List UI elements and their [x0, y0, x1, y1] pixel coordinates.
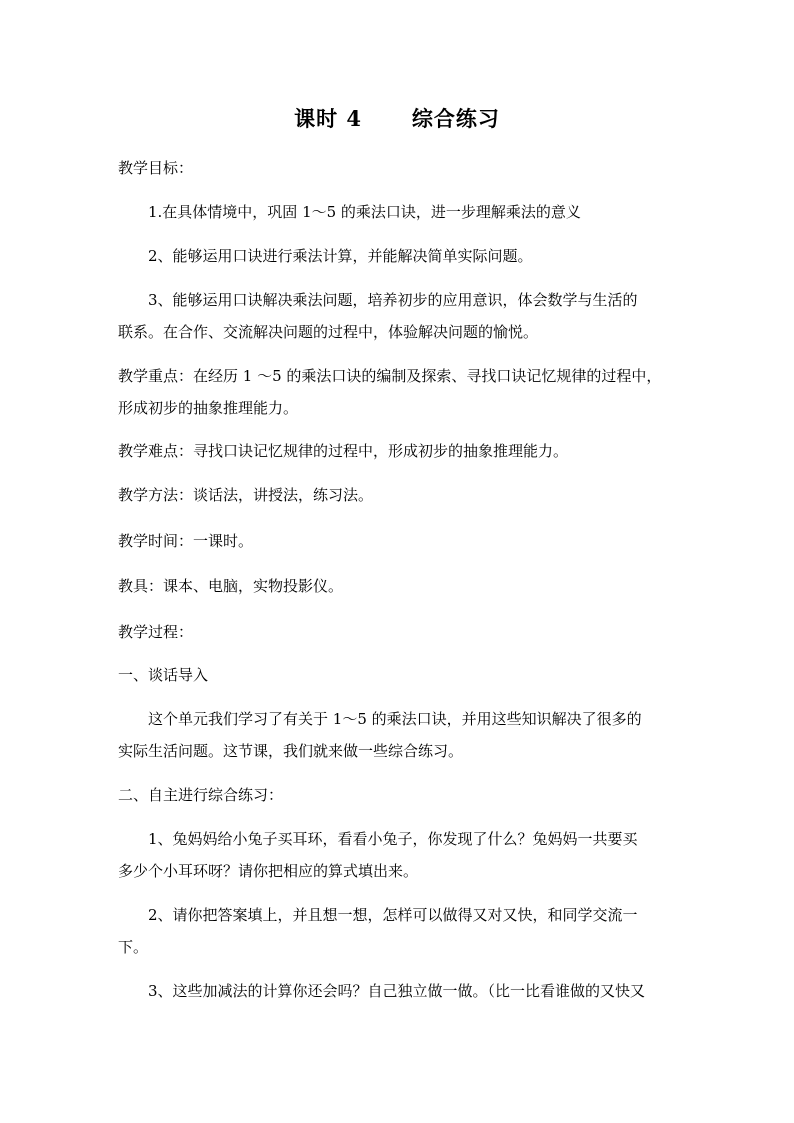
teaching-process-heading: 教学过程：	[118, 623, 194, 641]
exercise-1-line-1: 1、兔妈妈给小兔子买耳环，看看小兔子，你发现了什么？兔妈妈一共要买	[148, 830, 638, 848]
teaching-time: 教学时间：一课时。	[118, 532, 254, 550]
teaching-method: 教学方法：谈话法，讲授法，练习法。	[118, 486, 374, 504]
exercise-1-line-2: 多少个小耳环呀？请你把相应的算式填出来。	[118, 862, 419, 880]
difficulty: 教学难点：寻找口诀记忆规律的过程中，形成初步的抽象推理能力。	[118, 442, 569, 460]
exercise-2-line-1: 2、请你把答案填上，并且想一想，怎样可以做得又对又快，和同学交流一	[148, 906, 638, 924]
section-1-para-line-1: 这个单元我们学习了有关于 1～5 的乘法口诀，并用这些知识解决了很多的	[148, 710, 642, 728]
section-2-heading: 二、自主进行综合练习：	[118, 786, 284, 804]
exercise-2-line-2: 下。	[118, 938, 149, 956]
goal-3-line-1: 3、能够运用口诀解决乘法问题，培养初步的应用意识，体会数学与生活的	[148, 291, 638, 309]
key-point-line-1: 教学重点：在经历 1 ～5 的乘法口诀的编制及探索、寻找口诀记忆规律的过程中，	[118, 367, 662, 385]
exercise-3-line-1: 3、这些加减法的计算你还会吗？自己独立做一做。（比一比看谁做的又快又	[148, 982, 646, 1000]
teaching-goals-heading: 教学目标：	[118, 159, 194, 177]
key-point-line-2: 形成初步的抽象推理能力。	[118, 399, 299, 417]
goal-3-line-2: 联系。在合作、交流解决问题的过程中，体验解决问题的愉悦。	[118, 323, 539, 341]
section-1-heading: 一、谈话导入	[118, 666, 209, 684]
lesson-title: 课时 4 综合练习	[294, 106, 500, 131]
goal-2: 2、能够运用口诀进行乘法计算，并能解决简单实际问题。	[148, 247, 533, 265]
section-1-para-line-2: 实际生活问题。这节课，我们就来做一些综合练习。	[118, 742, 464, 760]
goal-1: 1.在具体情境中，巩固 1～5 的乘法口诀，进一步理解乘法的意义	[148, 203, 581, 221]
teaching-aids: 教具：课本、电脑，实物投影仪。	[118, 577, 344, 595]
